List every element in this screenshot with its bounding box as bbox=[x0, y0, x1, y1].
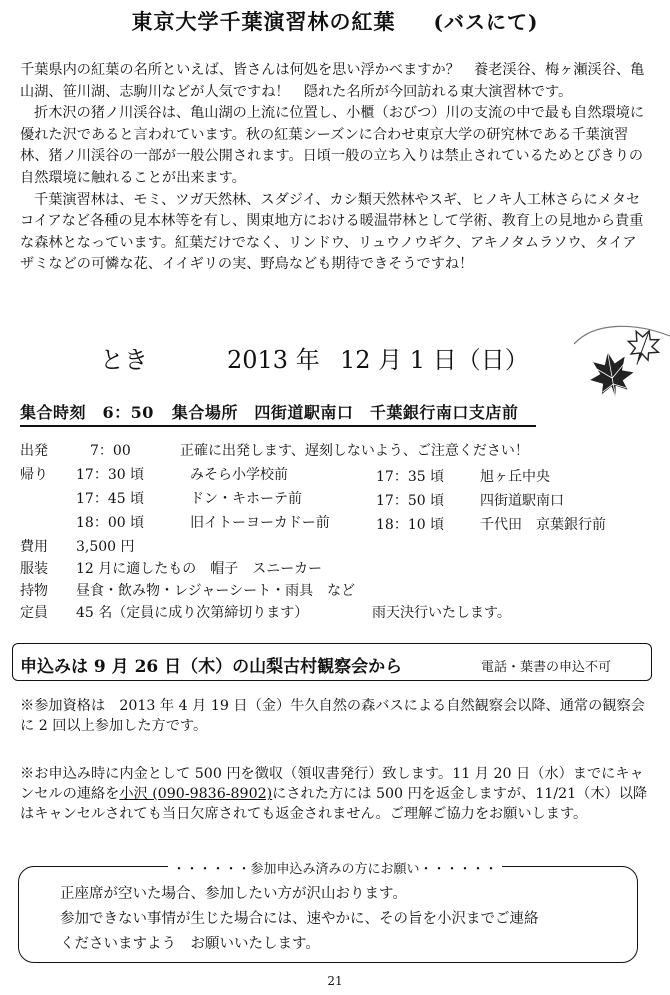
title-text: 東京大学千葉演習林の紅葉 bbox=[131, 9, 396, 34]
meeting-place: 集合場所 四街道駅南口 千葉銀行南口支店前 bbox=[171, 403, 519, 422]
return-time: 18：10 頃 bbox=[376, 517, 445, 533]
return-place: みそら小学校前 bbox=[190, 467, 288, 483]
items-value: 昼食・飲み物・レジャーシート・雨具 など bbox=[76, 583, 356, 599]
page-number: 21 bbox=[327, 974, 343, 988]
notice-line: くださいますよう お願いいたします。 bbox=[60, 936, 320, 952]
payment-before: ※お申込み時に内金として 500 円を徴収（領収書発行）致します。11 月 20 日（水）までにキャンセルの連絡を bbox=[20, 766, 644, 802]
departure-note: 正確に出発します、遅刻しないよう、ご注意ください！ bbox=[180, 443, 529, 459]
fee-label: 費用 bbox=[20, 539, 48, 555]
return-place: 旧イトーヨーカドー前 bbox=[190, 515, 330, 531]
return-time: 17：35 頃 bbox=[376, 469, 445, 485]
qualification-note bbox=[20, 696, 650, 736]
rain-note: 雨天決行いたします。 bbox=[372, 605, 511, 621]
payment-text bbox=[20, 764, 650, 824]
application-main: 申込みは 9 月 26 日（木）の山梨古村観察会から bbox=[20, 657, 403, 677]
departure-time: 7：00 bbox=[90, 443, 131, 459]
clothing-label: 服装 bbox=[20, 561, 48, 577]
title-subtitle: (バスにて) bbox=[433, 10, 539, 34]
capacity-label: 定員 bbox=[20, 605, 48, 621]
intro-paragraph-1: 千葉県内の紅葉の名所といえば、皆さんは何処を思い浮かべますか？ 養老渓谷、梅ヶ瀬渓谷、亀山湖、笹川湖、志駒川などが人気ですね！ 隠れた名所が今回訪れる東大演習林です。 bbox=[20, 62, 645, 100]
date-label: とき bbox=[100, 346, 148, 374]
intro-paragraph-3: 千葉演習林は、モミ、ツガ天然林、スダジイ、カシ類天然林やスギ、ヒノキ人工林さらにメタセコイアなど各種の見本林等を有し、関東地方における暖温帯林として学術、教育上の見地から貴重な森林となっています。紅葉だけでなく、リンドウ、リュウノウギク、アキノタムラソウ、タイアザミなどの可憐な花、イイギリの実、野鳥なども期待できそうですね！ bbox=[20, 191, 644, 273]
qualification-text: ※参加資格は 2013 年 4 月 19 日（金）牛久自然の森バスによる自然観察会以降、通常の観察会に 2 回以上参加した方です。 bbox=[20, 698, 645, 734]
contact-phone: 小沢 (090-9836-8902) bbox=[119, 786, 273, 802]
capacity-value: 45 名（定員に成り次第締切ります） bbox=[76, 605, 309, 621]
items-label: 持物 bbox=[20, 583, 48, 599]
clothing-value: 12 月に適したもの 帽子 スニーカー bbox=[76, 561, 322, 577]
notice-line: 参加できない事情が生じた場合には、速やかに、その旨を小沢までご連絡 bbox=[60, 911, 539, 927]
return-time: 18：00 頃 bbox=[76, 515, 145, 531]
notice-header-text: ・・・・・・参加申込み済みの方にお願い・・・・・・ bbox=[168, 862, 501, 877]
return-place: 千代田 京葉銀行前 bbox=[480, 517, 606, 533]
notice-header bbox=[0, 858, 670, 877]
return-time: 17：30 頃 bbox=[76, 467, 145, 483]
return-label: 帰り bbox=[20, 467, 48, 483]
meeting-time: 集合時刻 6：50 bbox=[20, 403, 154, 422]
fee-value: 3,500 円 bbox=[76, 539, 135, 555]
return-time: 17：45 頃 bbox=[76, 491, 145, 507]
return-place: 旭ヶ丘中央 bbox=[480, 469, 550, 485]
return-place: ドン・キホーテ前 bbox=[190, 491, 302, 507]
date-year: 2013 年 bbox=[227, 346, 320, 374]
payment-after: にされた方には 500 円を返金しますが、11/21（木）以降はキャンセルされても当日欠席されても返金されません。ご理解ご協力をお願いします。 bbox=[20, 786, 648, 822]
application-note: 電話・葉書の申込不可 bbox=[481, 660, 612, 675]
date-day: 12 月 1 日（日） bbox=[340, 346, 529, 374]
return-time: 17：50 頃 bbox=[376, 493, 445, 509]
intro-paragraph-2: 折木沢の猪ノ川渓谷は、亀山湖の上流に位置し、小櫃（おびつ）川の支流の中で最も自然環境に優れた沢であると言われています。秋の紅葉シーズンに合わせ東京大学の研究林である千葉演習林、猪ノ川渓谷の一部が一般公開されます。日頃一般の立ち入りは禁止されているためとびきりの自然環境に触れることが出来ます。 bbox=[20, 105, 645, 186]
return-place: 四街道駅南口 bbox=[480, 493, 564, 509]
maple-leaves-icon bbox=[574, 322, 670, 414]
departure-label: 出発 bbox=[20, 443, 48, 459]
intro-text bbox=[20, 60, 650, 276]
meeting-info bbox=[20, 400, 536, 427]
page-title bbox=[0, 6, 670, 36]
payment-note bbox=[20, 764, 650, 824]
notice-line: 正座席が空いた場合、参加したい方が沢山おります。 bbox=[60, 886, 407, 902]
